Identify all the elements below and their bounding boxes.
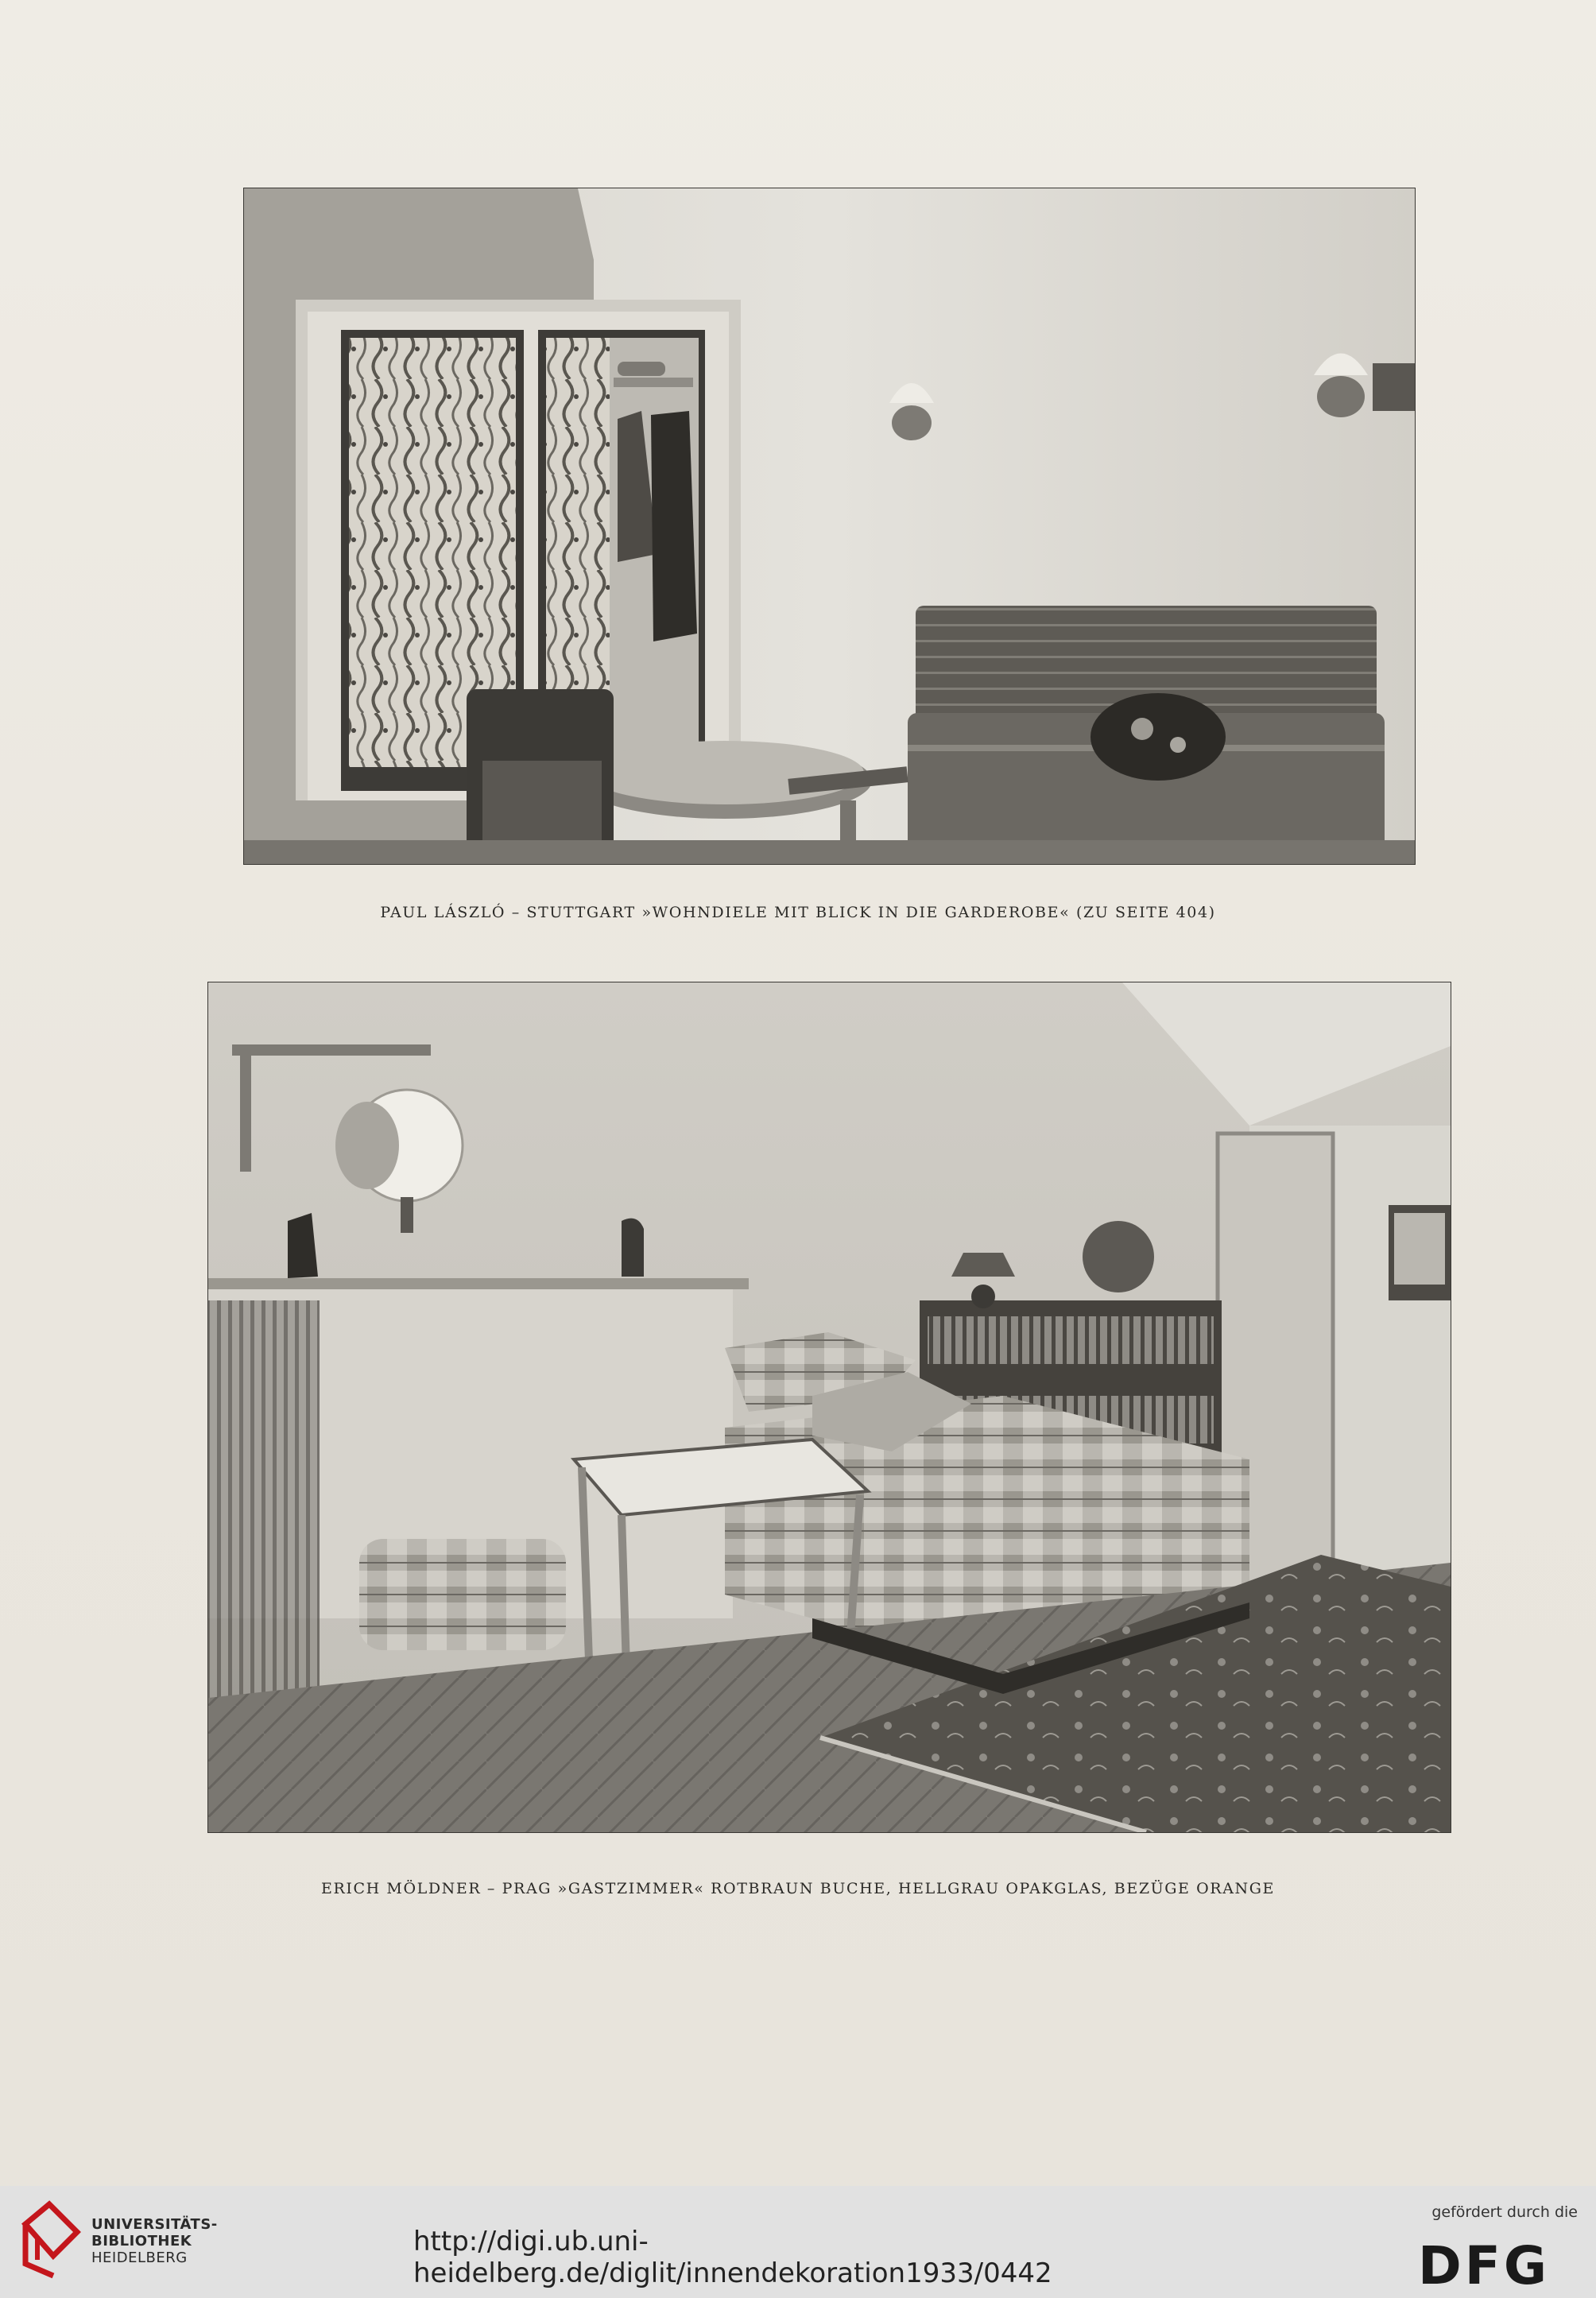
university-library-logo-icon[interactable]: [17, 2200, 85, 2280]
library-name[interactable]: [91, 2216, 218, 2266]
caption-bottom-photo: ERICH MÖLDNER – PRAG »GASTZIMMER« ROTBRAUN BUCHE, HELLGRAU OPAKGLAS, BEZÜGE ORANGE: [320, 1880, 1276, 1897]
library-name-line3: HEIDELBERG: [91, 2250, 188, 2266]
permalink-url[interactable]: http://digi.ub.uni-heidelberg.de/diglit/innendekoration1933/0442: [413, 2226, 1052, 2289]
dfg-logo-text: DFG: [1418, 2240, 1551, 2288]
caption-top-photo: PAUL LÁSZLÓ – STUTTGART »WOHNDIELE MIT BLICK IN DIE GARDEROBE« (ZU SEITE 404): [380, 904, 1216, 921]
dfg-logo-icon[interactable]: [1418, 2240, 1585, 2288]
funded-by-label: gefördert durch die: [1431, 2203, 1578, 2221]
photo-guest-room: [208, 982, 1451, 1832]
library-name-line2: BIBLIOTHEK: [91, 2233, 192, 2250]
photo-living-hall: [244, 188, 1415, 864]
footer-bar: [0, 2186, 1596, 2298]
library-name-line1: UNIVERSITÄTS-: [91, 2216, 218, 2233]
